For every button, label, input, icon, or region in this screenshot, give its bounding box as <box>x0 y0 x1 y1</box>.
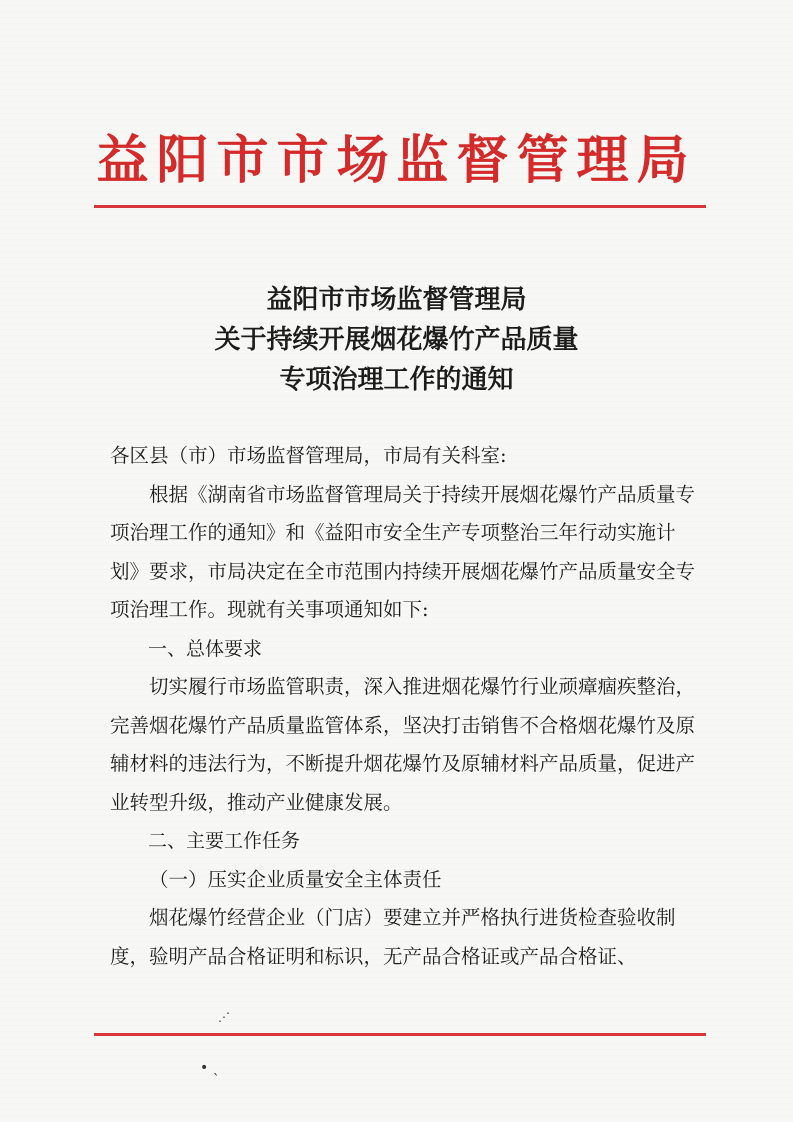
section-heading-main-tasks: 二、主要工作任务 <box>148 830 301 852</box>
document-title <box>0 280 793 400</box>
footer-red-rule <box>94 1033 706 1036</box>
title-line-3: 专项治理工作的通知 <box>279 365 514 395</box>
document-body <box>110 437 700 976</box>
paragraph-enterprise-responsibility: 烟花爆竹经营企业（门店）要建立并严格执行进货检查验收制度，验明产品合格证明和标识，无产品合格证或产品合格证、 <box>110 906 676 968</box>
paragraph-intro: 根据《湖南省市场监督管理局关于持续开展烟花爆竹产品质量专项治理工作的通知》和《益阳市安全生产专项整治三年行动实施计划》要求，市局决定在全市范围内持续开展烟花爆竹产品质量安全专项治理工作。现就有关事项通知如下: <box>110 482 696 621</box>
title-line-1: 益阳市市场监督管理局 <box>266 285 527 315</box>
title-line-2: 关于持续开展烟花爆竹产品质量 <box>214 325 579 355</box>
subsection-heading-enterprise-responsibility: （一）压实企业质量安全主体责任 <box>149 867 442 891</box>
scan-speck: • ˎ <box>200 1060 220 1076</box>
salutation: 各区县（市）市场监督管理局，市局有关科室: <box>110 444 507 467</box>
masthead-title: 益阳市市场监督管理局 <box>96 130 697 191</box>
paragraph-general-requirements: 切实履行市场监管职责，深入推进烟花爆竹行业顽瘴痼疾整治，完善烟花爆竹产品质量监管体系，坚决打击销售不合格烟花爆竹及原辅材料的违法行为，不断提升烟花爆竹及原辅材料产品质量，促进产业转型升级，推动产业健康发展。 <box>110 675 696 814</box>
section-heading-general-requirements: 一、总体要求 <box>148 637 263 660</box>
scan-speck: ⋰ <box>218 1010 230 1024</box>
masthead-red-rule <box>94 205 706 208</box>
